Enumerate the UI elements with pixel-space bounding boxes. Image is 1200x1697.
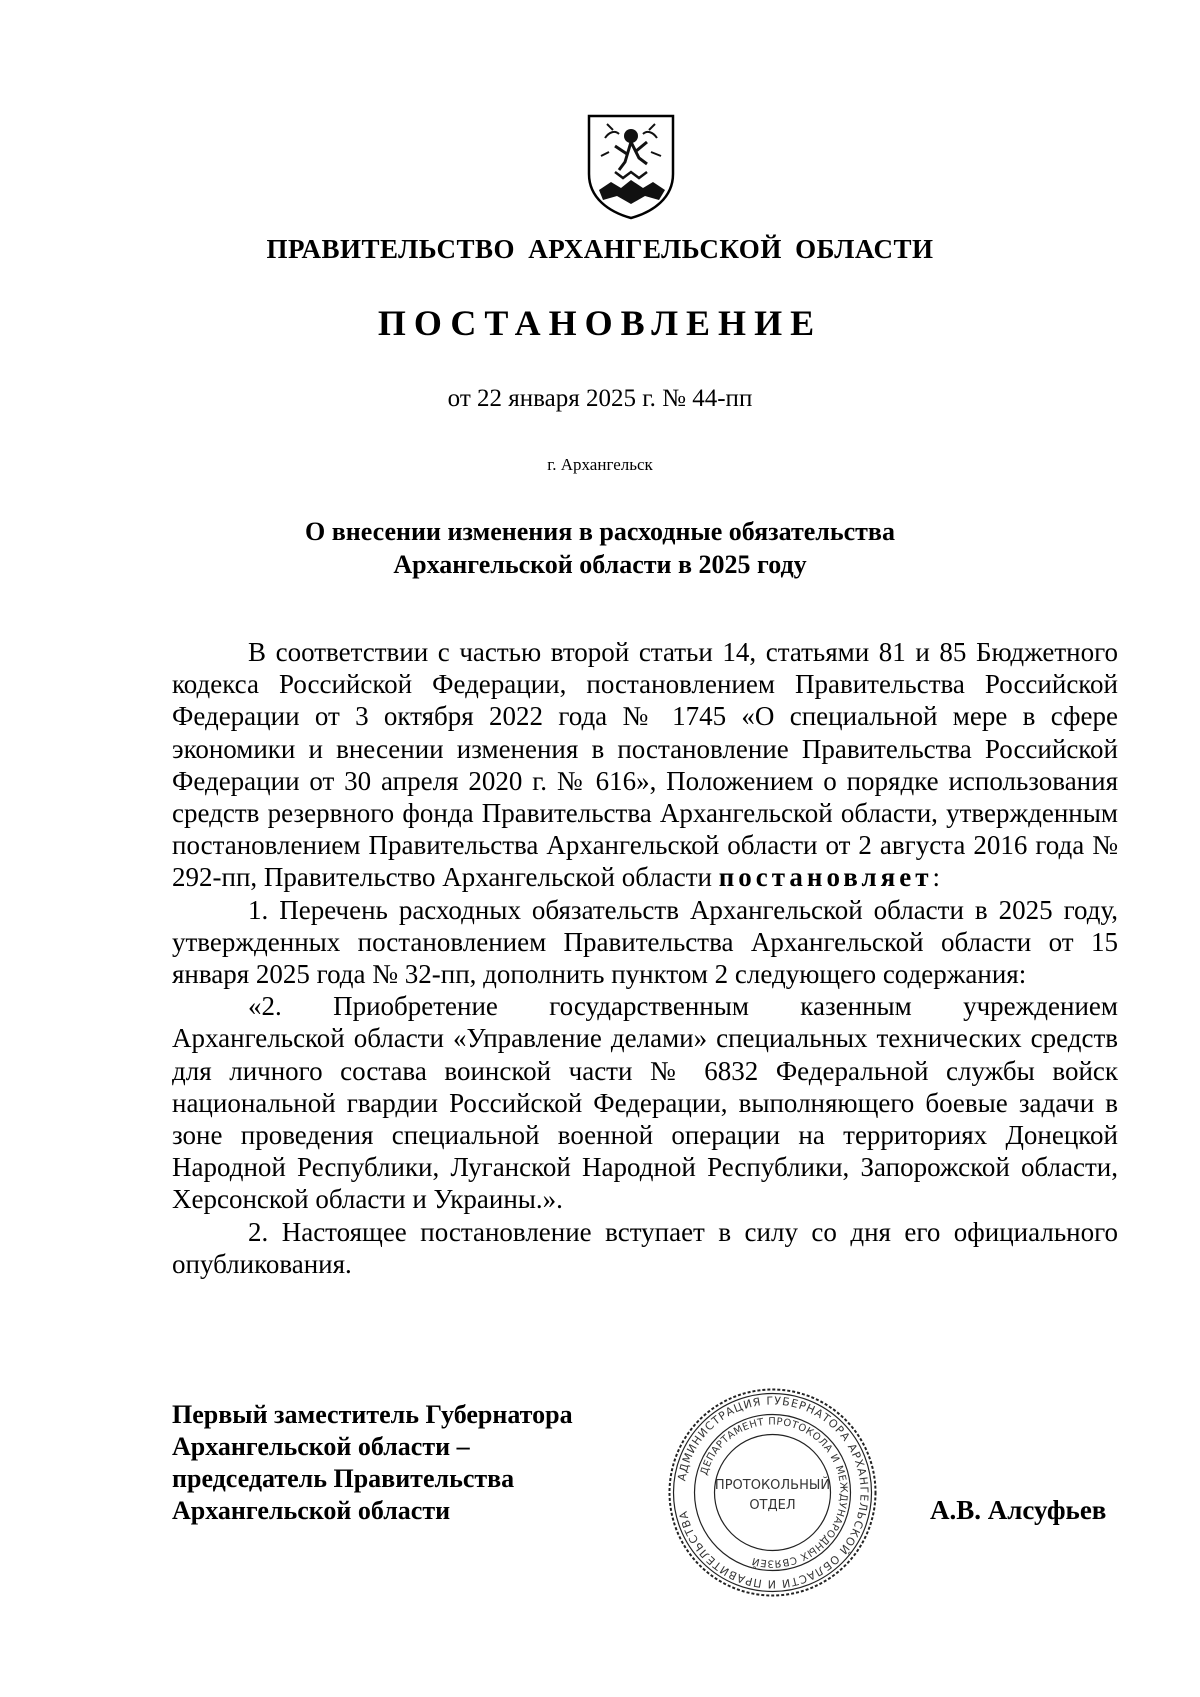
document-subject (0, 515, 1200, 581)
preamble-text: В соответствии с частью второй статьи 14, статьями 81 и 85 Бюджетного кодекса Российской Федерации, постановлением Правительства Российской Федерации от 3 октября 2022 года № 1745 «О специальной мере в сфере экономики и внесении изменения в постановление Правительства Российской Федерации от 30 апреля 2020 г. № 616», Положением о порядке использования средств резервного фонда Правительства Архангельской области, утвержденным постановлением Правительства Архангельской области от 2 августа 2016 года № 292-пп, Правительство Архангельской области (172, 637, 1118, 893)
preamble-paragraph (172, 636, 1118, 894)
resolves-suffix: : (932, 862, 941, 893)
document-date-number: от 22 января 2025 г. № 44-пп (447, 385, 753, 412)
item-1-paragraph: 1. Перечень расходных обязательств Архангельской области в 2025 году, утвержденных постановлением Правительства Архангельской области от 15 января 2025 года № 32-пп, дополнить пунктом 2 следующего содержания: (172, 894, 1118, 990)
organization-title: ПРАВИТЕЛЬСТВО АРХАНГЕЛЬСКОЙ ОБЛАСТИ (266, 234, 934, 264)
subject-line-1: О внесении изменения в расходные обязательства (305, 517, 895, 546)
signer-position-line-2: Архангельской области – (172, 1432, 470, 1461)
coat-of-arms-emblem (585, 112, 677, 220)
document-body (172, 636, 1118, 1280)
stamp-inner-text: ДЕПАРТАМЕНТ ПРОТОКОЛА И МЕЖДУНАРОДНЫХ СВЯЗЕЙ (698, 1416, 849, 1569)
signer-position-line-1: Первый заместитель Губернатора (172, 1400, 573, 1429)
subject-line-2: Архангельской области в 2025 году (393, 550, 807, 579)
resolves-word: постановляет (718, 862, 933, 893)
signer-name: А.В. Алсуфьев (930, 1495, 1107, 1525)
item-2-paragraph: 2. Настоящее постановление вступает в силу со дня его официального опубликования. (172, 1216, 1118, 1279)
signer-position (172, 1399, 652, 1527)
signer-position-line-3: председатель Правительства (172, 1464, 515, 1493)
stamp-outer-text: АДМИНИСТРАЦИЯ ГУБЕРНАТОРА АРХАНГЕЛЬСКОЙ ОБЛАСТИ И ПРАВИТЕЛЬСТВА (675, 1394, 871, 1591)
document-type-title: ПОСТАНОВЛЕНИЕ (377, 303, 823, 343)
document-city: г. Архангельск (547, 455, 653, 474)
stamp-center-line-2: ОТДЕЛ (749, 1498, 796, 1513)
item-1-quote-paragraph: «2. Приобретение государственным казенным учреждением Архангельской области «Управление делами» специальных технических средств для личного состава воинской части № 6832 Федеральной службы войск национальной гвардии Российской Федерации, выполняющего боевые задачи в зоне проведения специальной военной операции на территориях Донецкой Народной Республики, Луганской Народной Республики, Запорожской области, Херсонской области и Украины.». (172, 991, 1118, 1215)
official-stamp (665, 1385, 880, 1600)
stamp-center-line-1: ПРОТОКОЛЬНЫЙ (714, 1478, 831, 1493)
signer-position-line-4: Архангельской области (172, 1496, 451, 1525)
